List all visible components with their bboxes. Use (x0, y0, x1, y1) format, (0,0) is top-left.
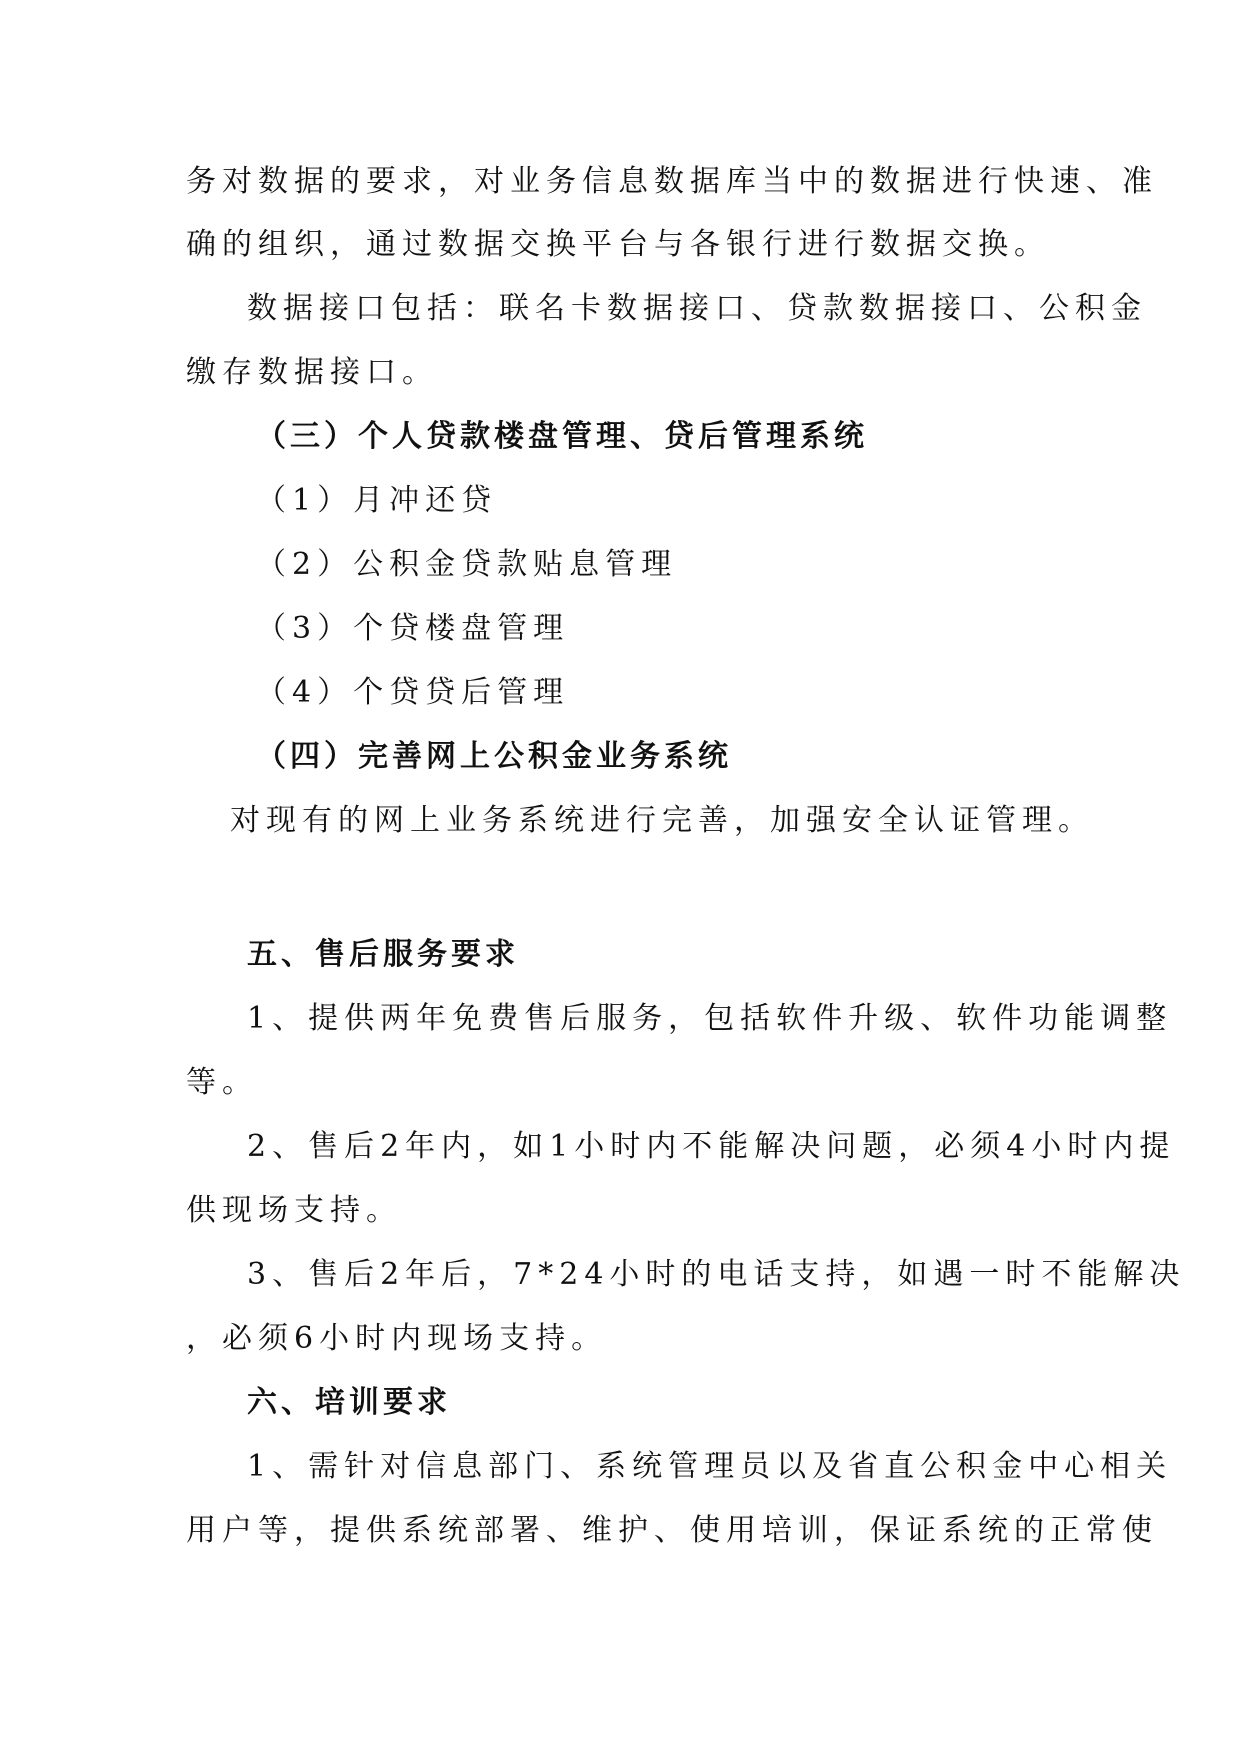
section-3-item-3: （3）个贷楼盘管理 (256, 611, 570, 646)
intro-line-3: 数据接口包括：联名卡数据接口、贷款数据接口、公积金 (247, 291, 1147, 326)
aftersales-p3-line-1: 3、售后2年后，7*24小时的电话支持，如遇一时不能解决 (247, 1257, 1186, 1292)
intro-line-4: 缴存数据接口。 (186, 355, 438, 390)
intro-line-2: 确的组织，通过数据交换平台与各银行进行数据交换。 (186, 227, 1050, 262)
training-p1-line-1: 1、需针对信息部门、系统管理员以及省直公积金中心相关 (247, 1449, 1173, 1484)
aftersales-p2-line-2: 供现场支持。 (186, 1193, 402, 1228)
aftersales-p2-line-1: 2、售后2年内，如1小时内不能解决问题，必须4小时内提 (247, 1129, 1176, 1164)
section-3-item-1: （1）月冲还贷 (256, 483, 498, 518)
section-3-heading: （三）个人贷款楼盘管理、贷后管理系统 (256, 419, 868, 454)
section-4-text: 对现有的网上业务系统进行完善，加强安全认证管理。 (230, 803, 1094, 838)
aftersales-p1-line-2: 等。 (186, 1065, 258, 1100)
section-3-item-2: （2）公积金贷款贴息管理 (256, 547, 678, 582)
aftersales-heading: 五、售后服务要求 (247, 937, 519, 972)
training-p1-line-2: 用户等，提供系统部署、维护、使用培训，保证系统的正常使 (186, 1513, 1158, 1548)
aftersales-p1-line-1: 1、提供两年免费售后服务，包括软件升级、软件功能调整 (247, 1001, 1173, 1036)
section-3-item-4: （4）个贷贷后管理 (256, 675, 570, 710)
training-heading: 六、培训要求 (247, 1385, 451, 1420)
section-4-heading: （四）完善网上公积金业务系统 (256, 739, 732, 774)
intro-line-1: 务对数据的要求，对业务信息数据库当中的数据进行快速、准 (186, 164, 1158, 199)
aftersales-p3-line-2: ，必须6小时内现场支持。 (186, 1321, 608, 1356)
